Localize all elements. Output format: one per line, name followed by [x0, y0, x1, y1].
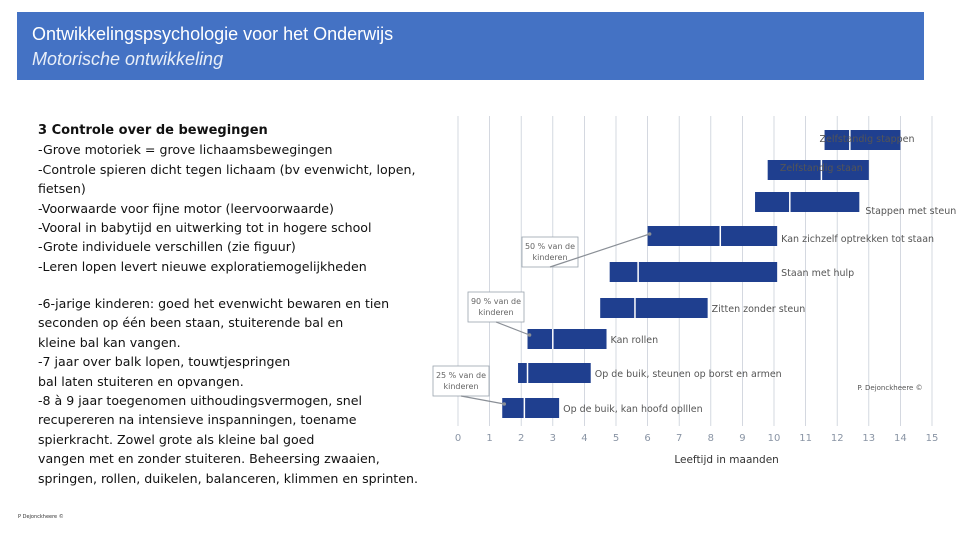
bar-label: Staan met hulp — [781, 268, 855, 279]
chart-credit: P. Dejonckheere © — [857, 384, 923, 392]
annotation-text: kinderen — [443, 382, 479, 391]
range-bar — [755, 192, 859, 212]
tick-label: 9 — [739, 433, 746, 444]
text-line: -Vooral in babytijd en uitwerking tot in hogere school — [38, 220, 372, 236]
text-line: spierkracht. Zowel grote als kleine bal goed — [38, 431, 315, 447]
text-line: springen, rollen, duikelen, balanceren, klimmen en sprinten. — [38, 470, 418, 486]
tick-label: 13 — [862, 433, 876, 444]
arrow-head — [502, 402, 506, 406]
bar-label: Op de buik, steunen op borst en armen — [594, 369, 782, 380]
tick-label: 4 — [581, 433, 588, 444]
bar-label: Zelfstandig stappen — [819, 134, 915, 145]
body-text-block-2 — [38, 294, 438, 488]
tick-label: 6 — [644, 433, 651, 444]
motor-development-chart — [420, 108, 960, 478]
text-line: recupereren na intensieve inspanningen, toename — [38, 412, 357, 428]
range-bar — [600, 298, 707, 318]
range-bar — [648, 226, 778, 246]
range-bar — [502, 398, 559, 418]
annotation-text: 90 % van de — [470, 297, 522, 306]
tick-label: 12 — [830, 433, 844, 444]
bar-label: Kan zichzelf optrekken tot staan — [781, 234, 935, 245]
bar-label: Kan rollen — [610, 335, 659, 346]
bar-label: Stappen met steun — [865, 206, 957, 217]
slide-subtitle: Motorische ontwikkeling — [32, 49, 224, 69]
text-line: -Leren lopen levert nieuwe exploratiemogelijkheden — [38, 258, 367, 274]
tick-label: 14 — [894, 433, 907, 444]
text-line: bal laten stuiteren en opvangen. — [38, 373, 244, 389]
range-bar — [610, 262, 777, 282]
x-axis-label: Leeftijd in maanden — [674, 454, 779, 466]
annotation-text: 50 % van de — [524, 242, 576, 251]
text-line: -Grote individuele verschillen (zie figuur) — [38, 239, 296, 255]
annotation-text: kinderen — [478, 308, 514, 317]
annotation-text: kinderen — [532, 253, 568, 262]
arrow-head — [648, 232, 652, 236]
annotation-text: 25 % van de — [435, 371, 487, 380]
body-text-block — [38, 121, 438, 276]
text-line: -Grove motoriek = grove lichaamsbewegingen — [38, 142, 333, 158]
text-line: -Controle spieren dicht tegen lichaam (bv evenwicht, lopen, — [38, 161, 416, 177]
arrow-head — [528, 333, 532, 337]
tick-label: 10 — [767, 433, 781, 444]
text-line: -6-jarige kinderen: goed het evenwicht bewaren en tien — [38, 296, 390, 311]
text-line: -Voorwaarde voor fijne motor (leervoorwaarde) — [38, 200, 334, 216]
text-line: -8 à 9 jaar toegenomen uithoudingsvermogen, snel — [38, 393, 362, 409]
text-line: vangen met en zonder stuiteren. Beheersing zwaaien, — [38, 451, 380, 467]
annotation-arrow — [461, 396, 504, 404]
slide-title: Ontwikkelingspsychologie voor het Onderwijs — [32, 24, 394, 44]
range-bar — [518, 363, 591, 383]
section-heading: 3 Controle over de bewegingen — [38, 123, 268, 138]
chart-svg — [420, 108, 960, 478]
annotation-arrow — [496, 322, 530, 335]
footnote: P Dejonckheere © — [18, 514, 64, 520]
range-bar — [528, 329, 607, 349]
tick-label: 3 — [549, 433, 556, 444]
tick-label: 7 — [676, 433, 683, 444]
slide-header — [17, 12, 924, 80]
tick-label: 0 — [454, 433, 462, 444]
tick-label: 11 — [799, 433, 812, 444]
tick-label: 1 — [486, 433, 493, 444]
text-line: fietsen) — [38, 181, 86, 197]
tick-label: 2 — [518, 433, 525, 444]
bar-label: Op de buik, kan hoofd oplllen — [563, 404, 703, 415]
text-line: -7 jaar over balk lopen, touwtjespringen — [38, 354, 291, 370]
text-line: kleine bal kan vangen. — [38, 334, 181, 350]
bar-label: Zitten zonder steun — [711, 304, 806, 315]
tick-label: 5 — [612, 433, 620, 444]
tick-label: 8 — [707, 433, 714, 444]
bar-label: Zelfstandig staan — [779, 163, 863, 174]
tick-label: 15 — [925, 433, 939, 444]
text-line: seconden op één been staan, stuiterende bal en — [38, 315, 344, 331]
